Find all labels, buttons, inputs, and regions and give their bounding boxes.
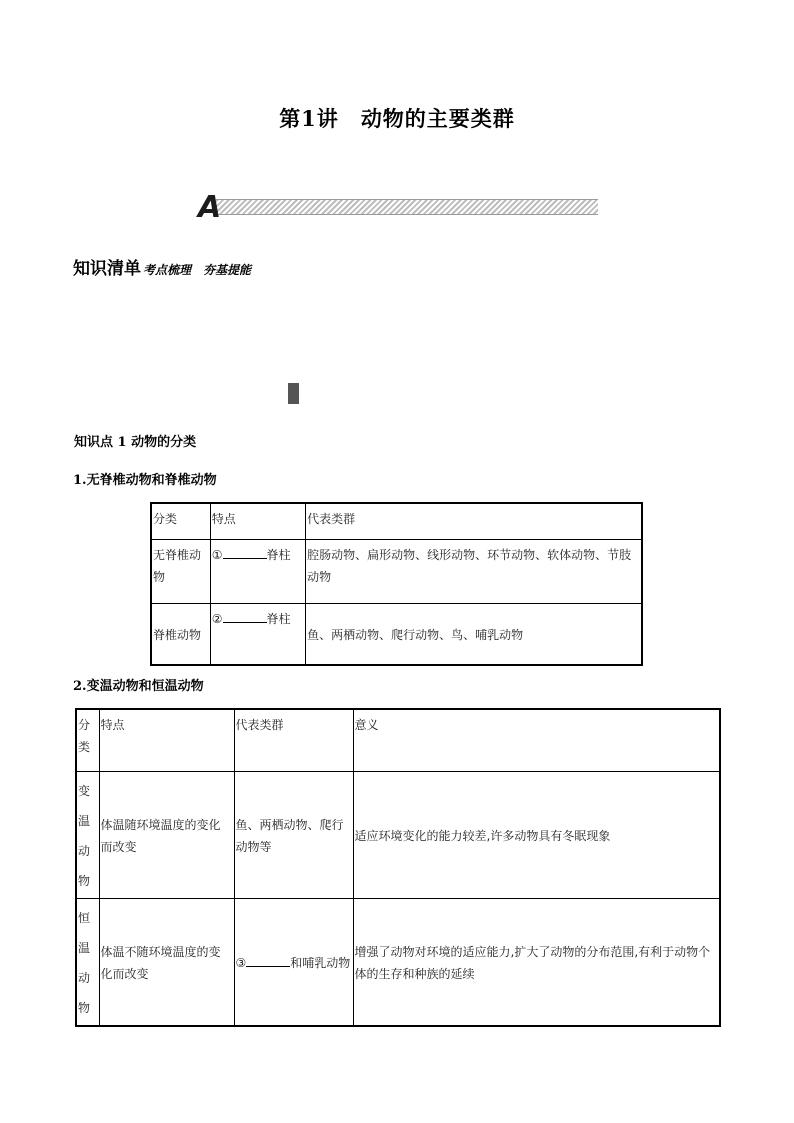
row-category: 无脊椎动物 xyxy=(151,539,210,603)
section-heading xyxy=(73,254,251,279)
row-groups: 鱼、两栖动物、爬行动物等 xyxy=(234,771,353,898)
row-groups: 腔肠动物、扁形动物、线形动物、环节动物、软体动物、节肢动物 xyxy=(306,539,642,603)
row-meaning: 适应环境变化的能力较差,许多动物具有冬眠现象 xyxy=(353,771,720,898)
banner-hatch-bar xyxy=(216,199,598,215)
blank-number: ② xyxy=(211,611,223,626)
page-title xyxy=(0,103,794,133)
lecture-number: 第1讲 xyxy=(279,106,339,131)
table-row xyxy=(151,603,642,665)
heading-sub2: 夯基提能 xyxy=(203,263,252,277)
header-category: 分类 xyxy=(76,709,99,771)
table-row xyxy=(151,539,642,603)
row-feature xyxy=(210,603,305,665)
feature-suffix: 脊柱 xyxy=(266,547,291,562)
row-feature: 体温不随环境温度的变化而改变 xyxy=(99,898,234,1026)
row-feature: 体温随环境温度的变化而改变 xyxy=(99,771,234,898)
section2-title: 2.变温动物和恒温动物 xyxy=(73,679,204,694)
marker-block xyxy=(288,383,299,404)
knowledge-point-title: 知识点 1 动物的分类 xyxy=(74,435,197,450)
blank-number: ① xyxy=(211,547,223,562)
fill-blank-1[interactable] xyxy=(223,546,267,559)
header-feature: 特点 xyxy=(99,709,234,771)
banner-letter: A xyxy=(198,190,222,225)
table-header-row xyxy=(151,503,642,539)
table-row xyxy=(76,898,720,1026)
table-header-row xyxy=(76,709,720,771)
header-groups: 代表类群 xyxy=(306,503,642,539)
header-category: 分类 xyxy=(151,503,210,539)
heading-main: 知识清单 xyxy=(73,259,141,279)
blank-number: ③ xyxy=(235,955,247,970)
heading-sub1: 考点梳理 xyxy=(143,263,192,277)
row-groups xyxy=(234,898,353,1026)
header-groups: 代表类群 xyxy=(234,709,353,771)
feature-suffix: 脊柱 xyxy=(266,611,291,626)
temperature-table xyxy=(75,708,721,1027)
row-groups: 鱼、两栖动物、爬行动物、鸟、哺乳动物 xyxy=(306,603,642,665)
fill-blank-2[interactable] xyxy=(223,610,267,623)
table-row xyxy=(76,771,720,898)
vertebrate-table xyxy=(150,502,643,666)
section-banner xyxy=(196,190,600,225)
row-category: 脊椎动物 xyxy=(151,603,210,665)
fill-blank-3[interactable] xyxy=(246,954,290,967)
row-category: 恒温动物 xyxy=(76,898,99,1026)
row-category: 变温动物 xyxy=(76,771,99,898)
section1-title: 1.无脊椎动物和脊椎动物 xyxy=(73,473,217,488)
header-meaning: 意义 xyxy=(353,709,720,771)
header-feature: 特点 xyxy=(210,503,305,539)
row-feature xyxy=(210,539,305,603)
lecture-topic: 动物的主要类群 xyxy=(360,106,515,131)
row-meaning: 增强了动物对环境的适应能力,扩大了动物的分布范围,有利于动物个体的生存和种族的延续 xyxy=(353,898,720,1026)
groups-suffix: 和哺乳动物 xyxy=(290,955,351,970)
